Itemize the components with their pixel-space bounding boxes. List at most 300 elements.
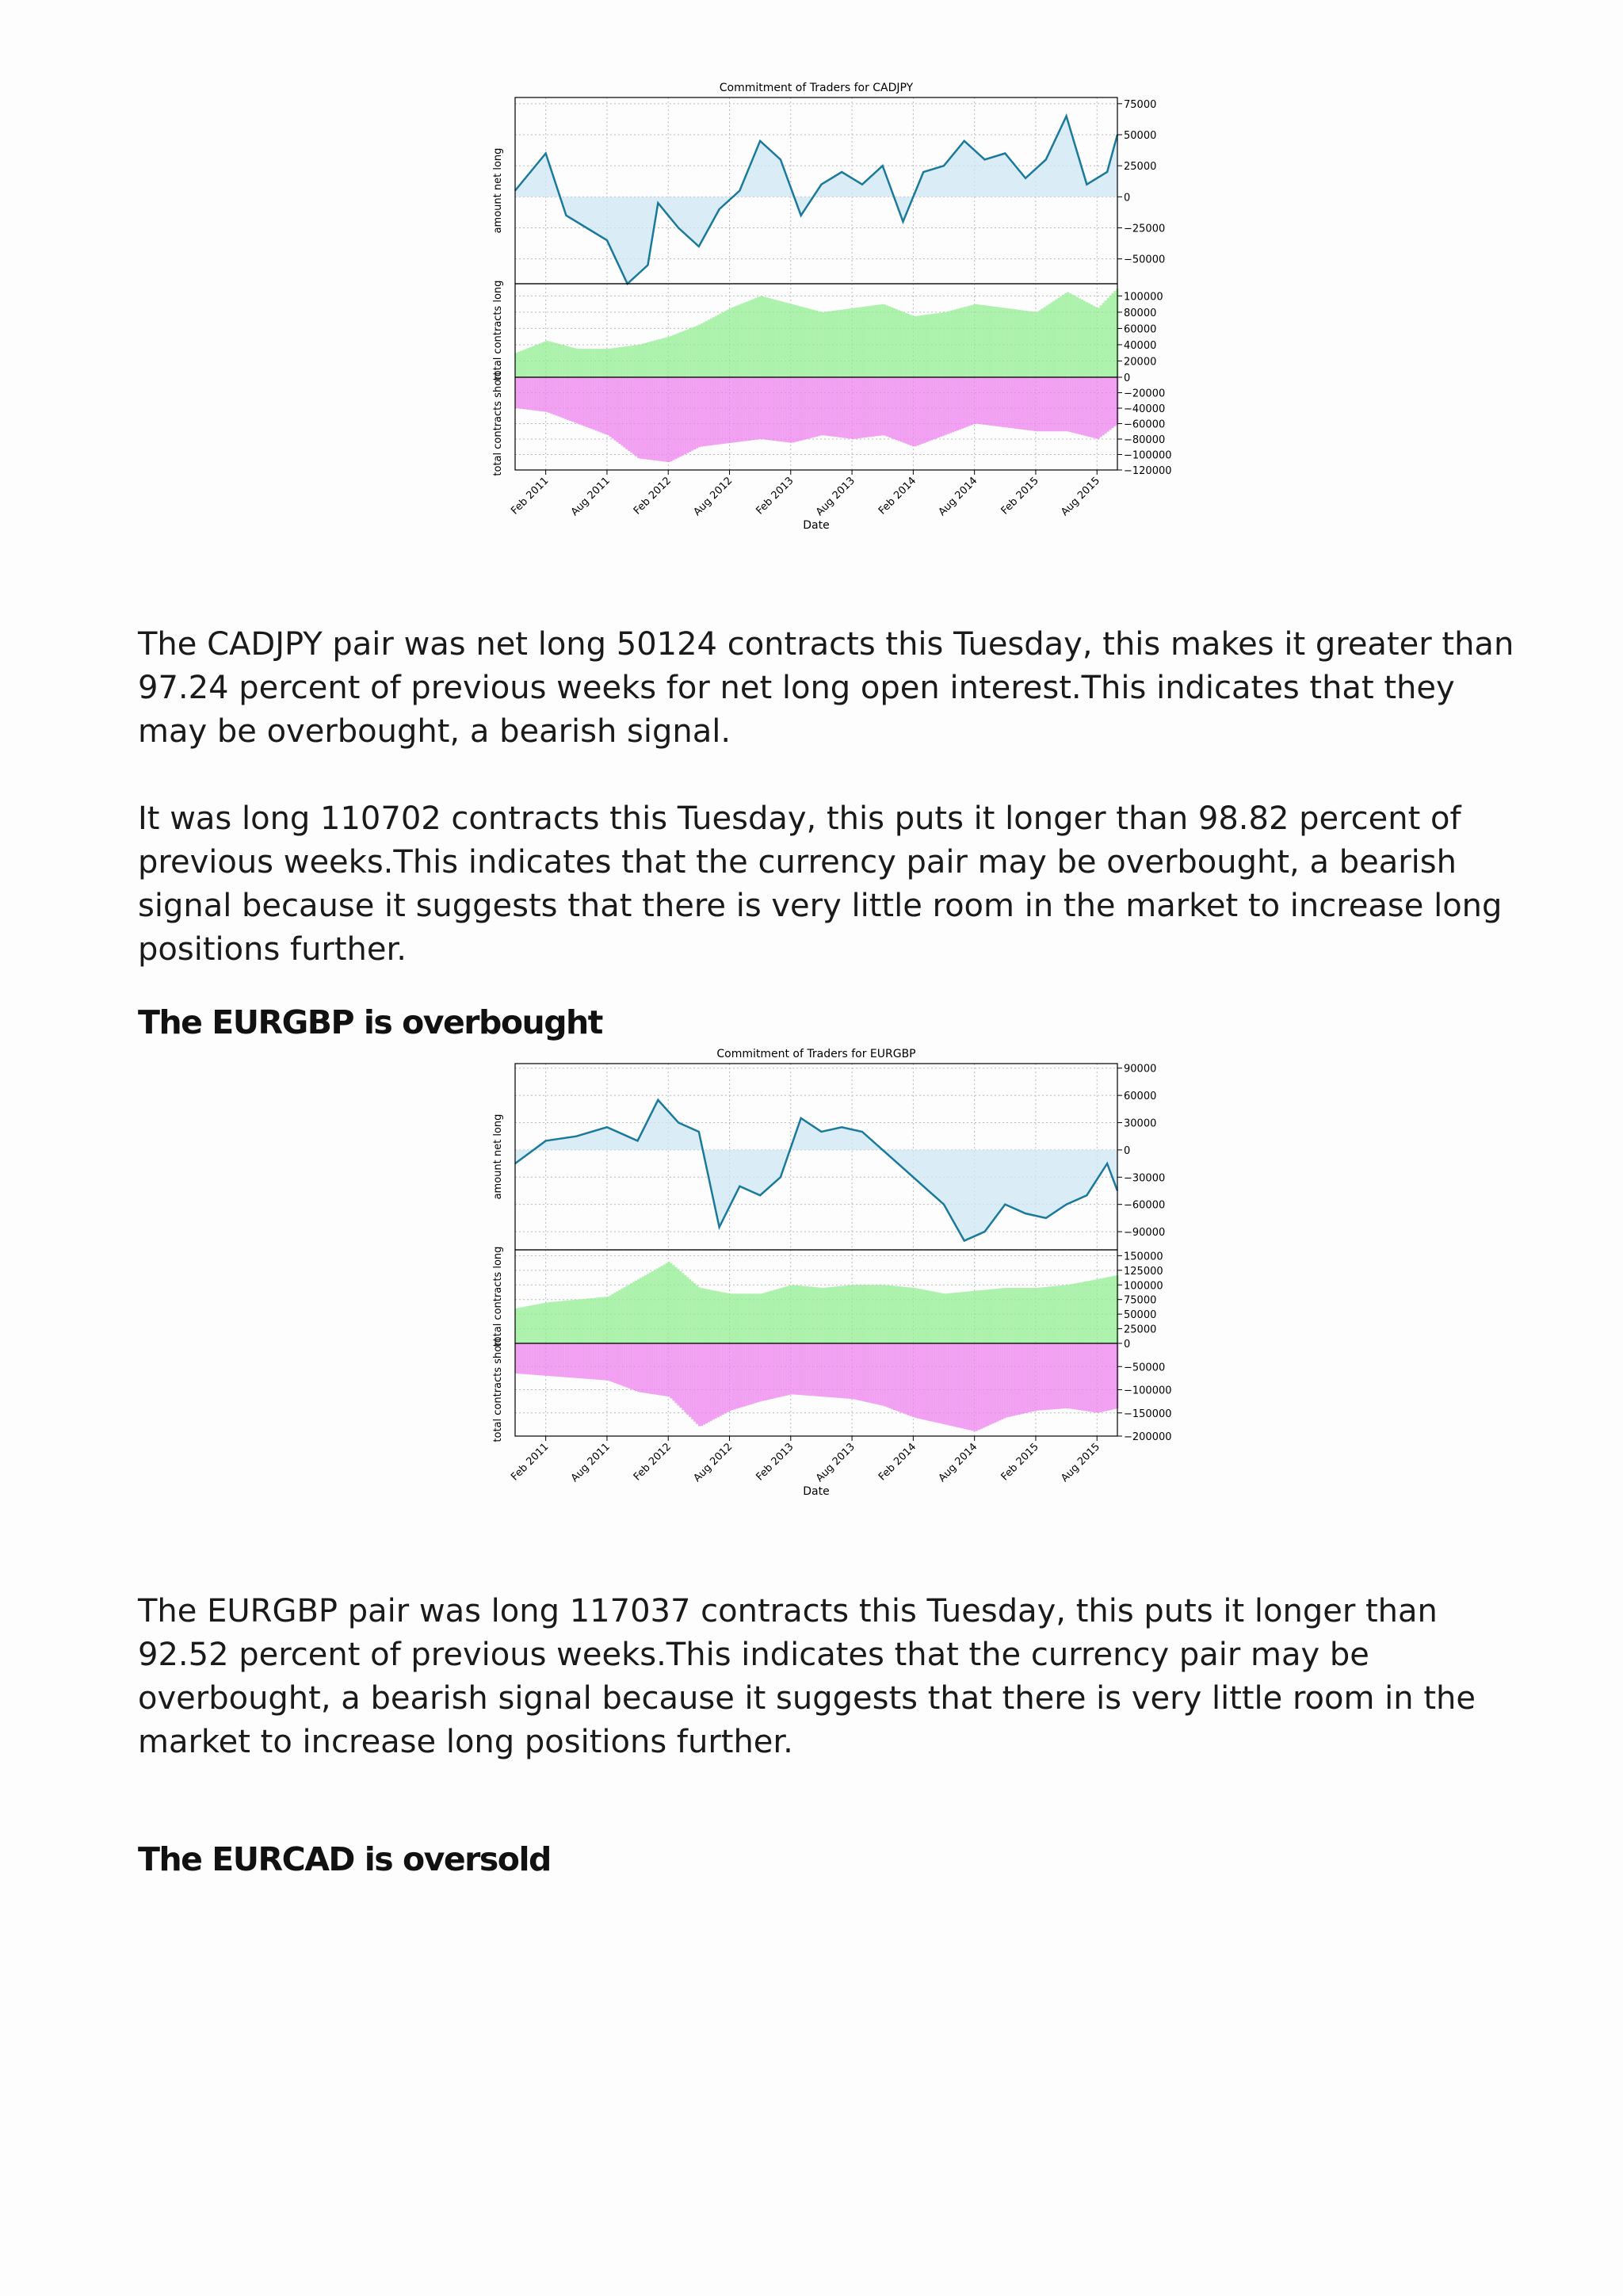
eurgbp-bar: [1069, 1285, 1071, 1343]
eurgbp-bar: [952, 1293, 954, 1343]
eurgbp-bar: [933, 1292, 935, 1343]
cadjpy-bar: [790, 304, 792, 377]
cadjpy-bar: [717, 377, 720, 445]
eurgbp-bar: [872, 1343, 874, 1404]
cadjpy-bar: [541, 342, 544, 377]
cadjpy-bar: [832, 311, 834, 377]
eurgbp-bar: [642, 1343, 644, 1392]
eurgbp-bar: [546, 1302, 548, 1343]
eurgbp-bar: [618, 1343, 621, 1385]
cadjpy-bar: [649, 342, 651, 377]
eurgbp-bar: [621, 1343, 623, 1385]
cadjpy-bar: [1001, 308, 1003, 377]
eurgbp-bar: [1029, 1288, 1032, 1343]
cadjpy-bar: [900, 377, 903, 442]
eurgbp-bar: [532, 1343, 534, 1375]
eurgbp-bar: [602, 1297, 605, 1343]
cadjpy-bar: [846, 377, 849, 438]
eurgbp-bar: [635, 1343, 637, 1391]
eurgbp-bar: [701, 1343, 703, 1426]
cadjpy-bar: [555, 343, 557, 377]
cadjpy-bar: [991, 377, 994, 426]
eurgbp-bar: [879, 1285, 881, 1343]
cadjpy-bar: [961, 308, 964, 377]
cadjpy-bar: [1048, 304, 1051, 377]
cadjpy-bar: [661, 377, 663, 461]
cadjpy-bar: [759, 296, 762, 377]
cadjpy-bar: [806, 377, 808, 439]
eurgbp-bar: [842, 1286, 844, 1343]
cadjpy-bar: [825, 377, 827, 436]
cadjpy-bar: [607, 349, 609, 377]
cadjpy-bar: [1112, 293, 1114, 377]
eurgbp-xtick-label: Feb 2015: [999, 1441, 1041, 1484]
cadjpy-bar: [830, 377, 832, 436]
eurgbp-bar: [548, 1343, 550, 1376]
cadjpy-bar: [907, 314, 910, 377]
eurgbp-bar: [532, 1305, 534, 1343]
cadjpy-ytick-label: −50000: [1124, 254, 1166, 266]
eurgbp-bar: [1022, 1343, 1025, 1414]
eurgbp-bar: [670, 1263, 673, 1343]
eurgbp-bar: [703, 1289, 705, 1343]
cadjpy-ytick-label: −40000: [1124, 403, 1166, 415]
cadjpy-bar: [529, 347, 532, 377]
cadjpy-bar: [954, 309, 957, 377]
eurgbp-bar: [579, 1299, 581, 1343]
eurgbp-bar: [804, 1286, 806, 1343]
eurgbp-bar: [541, 1343, 544, 1375]
eurgbp-bar: [856, 1343, 858, 1400]
eurgbp-bar: [1093, 1343, 1095, 1412]
eurgbp-bar: [815, 1287, 818, 1343]
eurgbp-bar: [1037, 1288, 1039, 1343]
cadjpy-bar: [915, 377, 917, 446]
eurgbp-bar: [621, 1289, 623, 1343]
eurgbp-bar: [1008, 1343, 1010, 1417]
cadjpy-bar: [766, 377, 769, 440]
cadjpy-bar: [710, 319, 712, 377]
eurgbp-bar: [642, 1277, 644, 1343]
cadjpy-bar: [607, 377, 609, 435]
cadjpy-bar: [579, 377, 581, 425]
eurgbp-bar: [983, 1343, 985, 1428]
cadjpy-bar: [1069, 377, 1071, 432]
cadjpy-bar: [792, 304, 795, 377]
eurgbp-bar: [1013, 1343, 1015, 1415]
eurgbp-bar: [769, 1343, 771, 1400]
eurgbp-bar: [1081, 1282, 1083, 1343]
cadjpy-bar: [1025, 311, 1027, 377]
cadjpy-bar: [586, 377, 588, 427]
cadjpy-bar: [659, 377, 661, 461]
eurgbp-bar: [776, 1289, 778, 1343]
eurgbp-bar: [600, 1343, 602, 1380]
cadjpy-bar: [891, 377, 893, 438]
cadjpy-xtick-label: Feb 2014: [876, 475, 919, 518]
eurgbp-bar: [776, 1343, 778, 1398]
cadjpy-bar: [740, 304, 743, 377]
eurgbp-bar: [586, 1299, 588, 1343]
eurgbp-bar: [539, 1304, 541, 1343]
eurgbp-bar: [854, 1285, 856, 1343]
eurgbp-bar: [525, 1306, 527, 1343]
eurgbp-ylabel: total contracts long: [492, 1246, 504, 1347]
cadjpy-bar: [879, 377, 881, 436]
eurgbp-bar: [557, 1343, 559, 1377]
cadjpy-bar: [762, 377, 764, 439]
cadjpy-bar: [1001, 377, 1003, 427]
eurgbp-bar: [1048, 1286, 1051, 1343]
eurgbp-bar: [919, 1289, 922, 1343]
eurgbp-bar: [544, 1303, 546, 1343]
eurgbp-bar: [682, 1343, 684, 1410]
cadjpy-bar: [844, 377, 846, 438]
eurgbp-bar: [625, 1343, 628, 1388]
eurgbp-bar: [574, 1343, 576, 1378]
cadjpy-bar: [609, 349, 612, 377]
cadjpy-bar: [618, 377, 621, 444]
cadjpy-bar: [651, 377, 654, 460]
cadjpy-bar: [623, 377, 625, 448]
heading-eurgbp: The EURGBP is overbought: [138, 1003, 602, 1041]
eurgbp-bar: [1001, 1288, 1003, 1343]
eurgbp-bar: [757, 1293, 759, 1343]
cadjpy-bar: [978, 377, 980, 424]
cadjpy-bar: [1050, 377, 1052, 431]
cadjpy-bar: [710, 377, 712, 445]
cadjpy-bar: [952, 377, 954, 432]
cadjpy-bar: [637, 377, 640, 458]
cadjpy-bar: [691, 377, 693, 451]
cadjpy-xtick-label: Feb 2012: [631, 475, 674, 518]
cadjpy-bar: [1109, 296, 1112, 377]
eurgbp-bar: [804, 1343, 806, 1396]
eurgbp-bar: [764, 1293, 766, 1343]
eurgbp-bar: [839, 1343, 842, 1398]
eurgbp-bar: [1006, 1288, 1008, 1343]
eurgbp-bar: [752, 1343, 754, 1404]
eurgbp-bar: [557, 1301, 559, 1343]
eurgbp-bar: [991, 1343, 994, 1423]
cadjpy-bar: [696, 326, 698, 377]
cadjpy-bar: [797, 306, 800, 377]
cadjpy-bar: [865, 307, 867, 377]
cadjpy-bar: [1003, 377, 1006, 427]
eurgbp-bar: [715, 1291, 717, 1343]
cadjpy-bar: [632, 346, 635, 377]
eurgbp-bar: [881, 1285, 884, 1343]
eurgbp-bar: [1046, 1287, 1048, 1343]
eurgbp-bar: [1105, 1278, 1107, 1343]
eurgbp-bar: [666, 1263, 668, 1343]
cadjpy-bar: [1079, 377, 1081, 434]
eurgbp-panel-2: [492, 1337, 1172, 1443]
cadjpy-bar: [745, 302, 747, 377]
cadjpy-bar: [1041, 308, 1044, 377]
eurgbp-net-area: [515, 1100, 1117, 1241]
eurgbp-bar: [964, 1343, 966, 1429]
cadjpy-bar: [1093, 306, 1095, 377]
eurgbp-bar: [985, 1343, 987, 1427]
eurgbp-bar: [1090, 1343, 1093, 1412]
eurgbp-bar: [762, 1293, 764, 1343]
eurgbp-bar: [978, 1290, 980, 1343]
eurgbp-bar: [785, 1286, 788, 1343]
cadjpy-bar: [659, 339, 661, 377]
cadjpy-bar: [628, 377, 630, 451]
cadjpy-bar: [686, 330, 689, 377]
eurgbp-bar: [663, 1265, 666, 1343]
cadjpy-bar: [912, 377, 915, 446]
cadjpy-bar: [745, 377, 747, 441]
cadjpy-bar: [602, 377, 605, 434]
eurgbp-bar: [583, 1299, 586, 1343]
cadjpy-bar: [1013, 309, 1015, 377]
eurgbp-bar: [696, 1343, 698, 1424]
cadjpy-bar: [701, 377, 703, 446]
eurgbp-bar: [698, 1343, 701, 1427]
eurgbp-bar: [876, 1343, 879, 1404]
eurgbp-bar: [1015, 1343, 1018, 1415]
eurgbp-bar: [752, 1293, 754, 1343]
eurgbp-bar: [1003, 1343, 1006, 1419]
eurgbp-bar: [581, 1299, 583, 1343]
eurgbp-bar: [1071, 1284, 1074, 1343]
eurgbp-bar: [1037, 1343, 1039, 1411]
cadjpy-bar: [644, 343, 647, 377]
cadjpy-bar: [1027, 377, 1029, 430]
cadjpy-bar: [625, 346, 628, 377]
cadjpy-bar: [618, 347, 621, 377]
eurgbp-bar: [666, 1343, 668, 1396]
eurgbp-bar: [811, 1287, 813, 1343]
cadjpy-bar: [1067, 377, 1069, 431]
eurgbp-bar: [738, 1293, 740, 1343]
cadjpy-bar: [729, 308, 731, 377]
cadjpy-bar: [640, 344, 642, 377]
cadjpy-bar: [874, 377, 876, 436]
eurgbp-bar: [534, 1343, 537, 1375]
eurgbp-bar: [727, 1343, 729, 1412]
cadjpy-bar: [625, 377, 628, 449]
eurgbp-bar: [637, 1343, 640, 1392]
eurgbp-bar: [893, 1343, 896, 1410]
eurgbp-bar: [623, 1343, 625, 1387]
eurgbp-bar: [837, 1343, 839, 1398]
cadjpy-xtick-label: Aug 2014: [936, 475, 980, 519]
eurgbp-bar: [1027, 1288, 1029, 1343]
cadjpy-bar: [799, 377, 801, 441]
eurgbp-bar: [886, 1343, 888, 1408]
eurgbp-bar: [654, 1270, 656, 1343]
eurgbp-bar: [647, 1274, 649, 1343]
cadjpy-bar: [957, 309, 959, 377]
eurgbp-bar: [910, 1343, 912, 1416]
eurgbp-ytick-label: −150000: [1124, 1408, 1172, 1420]
cadjpy-ylabel: amount net long: [492, 147, 504, 234]
eurgbp-bar: [1015, 1288, 1018, 1343]
eurgbp-bar: [529, 1305, 532, 1343]
cadjpy-bar: [583, 349, 586, 377]
eurgbp-bar: [722, 1343, 724, 1415]
eurgbp-bar: [712, 1343, 715, 1419]
eurgbp-bar: [649, 1343, 651, 1394]
cadjpy-bar: [888, 307, 891, 377]
eurgbp-bar: [834, 1343, 837, 1398]
cadjpy-bar: [593, 349, 595, 377]
cadjpy-ytick-label: 40000: [1124, 339, 1157, 352]
cadjpy-bar: [996, 307, 999, 377]
eurgbp-bar: [754, 1343, 757, 1403]
eurgbp-bar: [559, 1301, 562, 1343]
eurgbp-ytick-label: 125000: [1124, 1265, 1163, 1278]
eurgbp-bar: [945, 1343, 947, 1425]
cadjpy-bar: [783, 302, 785, 377]
cadjpy-bar: [1109, 377, 1112, 430]
cadjpy-chart: [0, 75, 1623, 543]
cadjpy-bar: [731, 377, 734, 443]
cadjpy-bar: [869, 377, 872, 437]
eurgbp-bar: [1107, 1343, 1109, 1411]
cadjpy-bar: [1025, 377, 1027, 430]
cadjpy-bar: [886, 305, 888, 377]
eurgbp-bar: [1081, 1343, 1083, 1411]
eurgbp-bar: [865, 1285, 867, 1343]
eurgbp-bar: [576, 1300, 579, 1343]
cadjpy-bar: [1006, 308, 1008, 377]
eurgbp-bar: [844, 1343, 846, 1398]
eurgbp-bar: [999, 1289, 1001, 1343]
eurgbp-bar: [1107, 1277, 1109, 1343]
cadjpy-bar: [949, 311, 952, 377]
cadjpy-bar: [1008, 377, 1010, 428]
cadjpy-bar: [593, 377, 595, 430]
eurgbp-bar: [1008, 1288, 1010, 1343]
eurgbp-bar: [555, 1301, 557, 1343]
cadjpy-bar: [743, 377, 745, 441]
cadjpy-bar: [574, 377, 576, 422]
cadjpy-bar: [722, 312, 724, 377]
eurgbp-bar: [844, 1286, 846, 1343]
eurgbp-ytick-label: 25000: [1124, 1324, 1157, 1336]
eurgbp-bar: [600, 1297, 602, 1343]
eurgbp-bar: [973, 1291, 976, 1343]
cadjpy-bar: [722, 377, 724, 444]
eurgbp-bar: [801, 1343, 804, 1395]
cadjpy-bar: [522, 350, 525, 377]
eurgbp-ytick-label: −200000: [1124, 1431, 1172, 1443]
eurgbp-bar: [1055, 1343, 1057, 1409]
cadjpy-bar: [834, 311, 837, 377]
eurgbp-bar: [1013, 1288, 1015, 1343]
cadjpy-bar: [801, 307, 804, 377]
cadjpy-bar: [935, 377, 938, 438]
eurgbp-bar: [674, 1343, 677, 1403]
cadjpy-ytick-label: −120000: [1124, 465, 1172, 477]
cadjpy-xtick-label: Aug 2012: [691, 475, 735, 519]
cadjpy-bar: [978, 304, 980, 377]
eurgbp-xtick-label: Feb 2014: [876, 1441, 919, 1484]
eurgbp-bar: [818, 1288, 820, 1343]
cadjpy-bar: [564, 346, 567, 377]
eurgbp-bar: [781, 1288, 783, 1343]
cadjpy-bar: [893, 308, 896, 377]
cadjpy-bar: [715, 377, 717, 445]
eurgbp-bar: [966, 1292, 968, 1343]
cadjpy-bar: [698, 377, 701, 447]
cadjpy-bar: [586, 349, 588, 377]
eurgbp-bar: [795, 1343, 797, 1395]
eurgbp-bar: [849, 1343, 851, 1399]
cadjpy-bar: [773, 377, 776, 441]
eurgbp-bar: [957, 1293, 959, 1343]
eurgbp-bar: [991, 1289, 994, 1343]
cadjpy-bar: [938, 377, 940, 437]
cadjpy-bar: [1107, 298, 1109, 377]
cadjpy-bar: [1098, 377, 1100, 439]
cadjpy-bar: [1083, 301, 1086, 377]
eurgbp-bar: [632, 1282, 635, 1343]
eurgbp-bar: [891, 1343, 893, 1409]
cadjpy-bar: [605, 377, 607, 434]
eurgbp-bar: [567, 1301, 569, 1343]
cadjpy-bar: [856, 377, 858, 438]
eurgbp-ytick-label: −90000: [1124, 1227, 1166, 1240]
eurgbp-bar: [813, 1343, 815, 1396]
eurgbp-bar: [539, 1343, 541, 1375]
cadjpy-bar: [654, 377, 656, 460]
cadjpy-bar: [818, 377, 820, 436]
cadjpy-bar: [801, 377, 804, 440]
cadjpy-bar: [1013, 377, 1015, 429]
eurgbp-bar: [971, 1343, 973, 1431]
eurgbp-bar: [522, 1343, 525, 1374]
eurgbp-chart: [0, 1041, 1623, 1509]
cadjpy-bar: [705, 321, 708, 377]
eurgbp-bar: [1069, 1343, 1071, 1408]
eurgbp-bar: [769, 1291, 771, 1343]
eurgbp-ytick-label: −60000: [1124, 1199, 1166, 1212]
cadjpy-bar: [952, 310, 954, 377]
cadjpy-bar: [752, 299, 754, 377]
cadjpy-bar: [964, 377, 966, 428]
cadjpy-bar: [1041, 377, 1044, 431]
eurgbp-bar: [966, 1343, 968, 1430]
eurgbp-bar: [869, 1285, 872, 1343]
cadjpy-bar: [896, 377, 898, 440]
cadjpy-bar: [557, 344, 559, 377]
eurgbp-bar: [762, 1343, 764, 1401]
eurgbp-bar: [579, 1343, 581, 1378]
cadjpy-bar: [724, 311, 727, 377]
cadjpy-bar: [637, 345, 640, 377]
cadjpy-bar: [576, 349, 579, 377]
cadjpy-bar: [677, 377, 679, 458]
cadjpy-bar: [527, 377, 529, 410]
cadjpy-bar: [872, 305, 874, 377]
cadjpy-bar: [1076, 297, 1079, 377]
cadjpy-bar: [720, 314, 722, 377]
eurgbp-bar: [778, 1343, 781, 1397]
cadjpy-bar: [907, 377, 910, 445]
eurgbp-bar: [590, 1298, 593, 1343]
eurgbp-bar: [517, 1343, 520, 1373]
eurgbp-bar: [663, 1343, 666, 1396]
eurgbp-bar: [1032, 1343, 1034, 1412]
cadjpy-bar: [1029, 311, 1032, 377]
cadjpy-bar: [874, 305, 876, 377]
